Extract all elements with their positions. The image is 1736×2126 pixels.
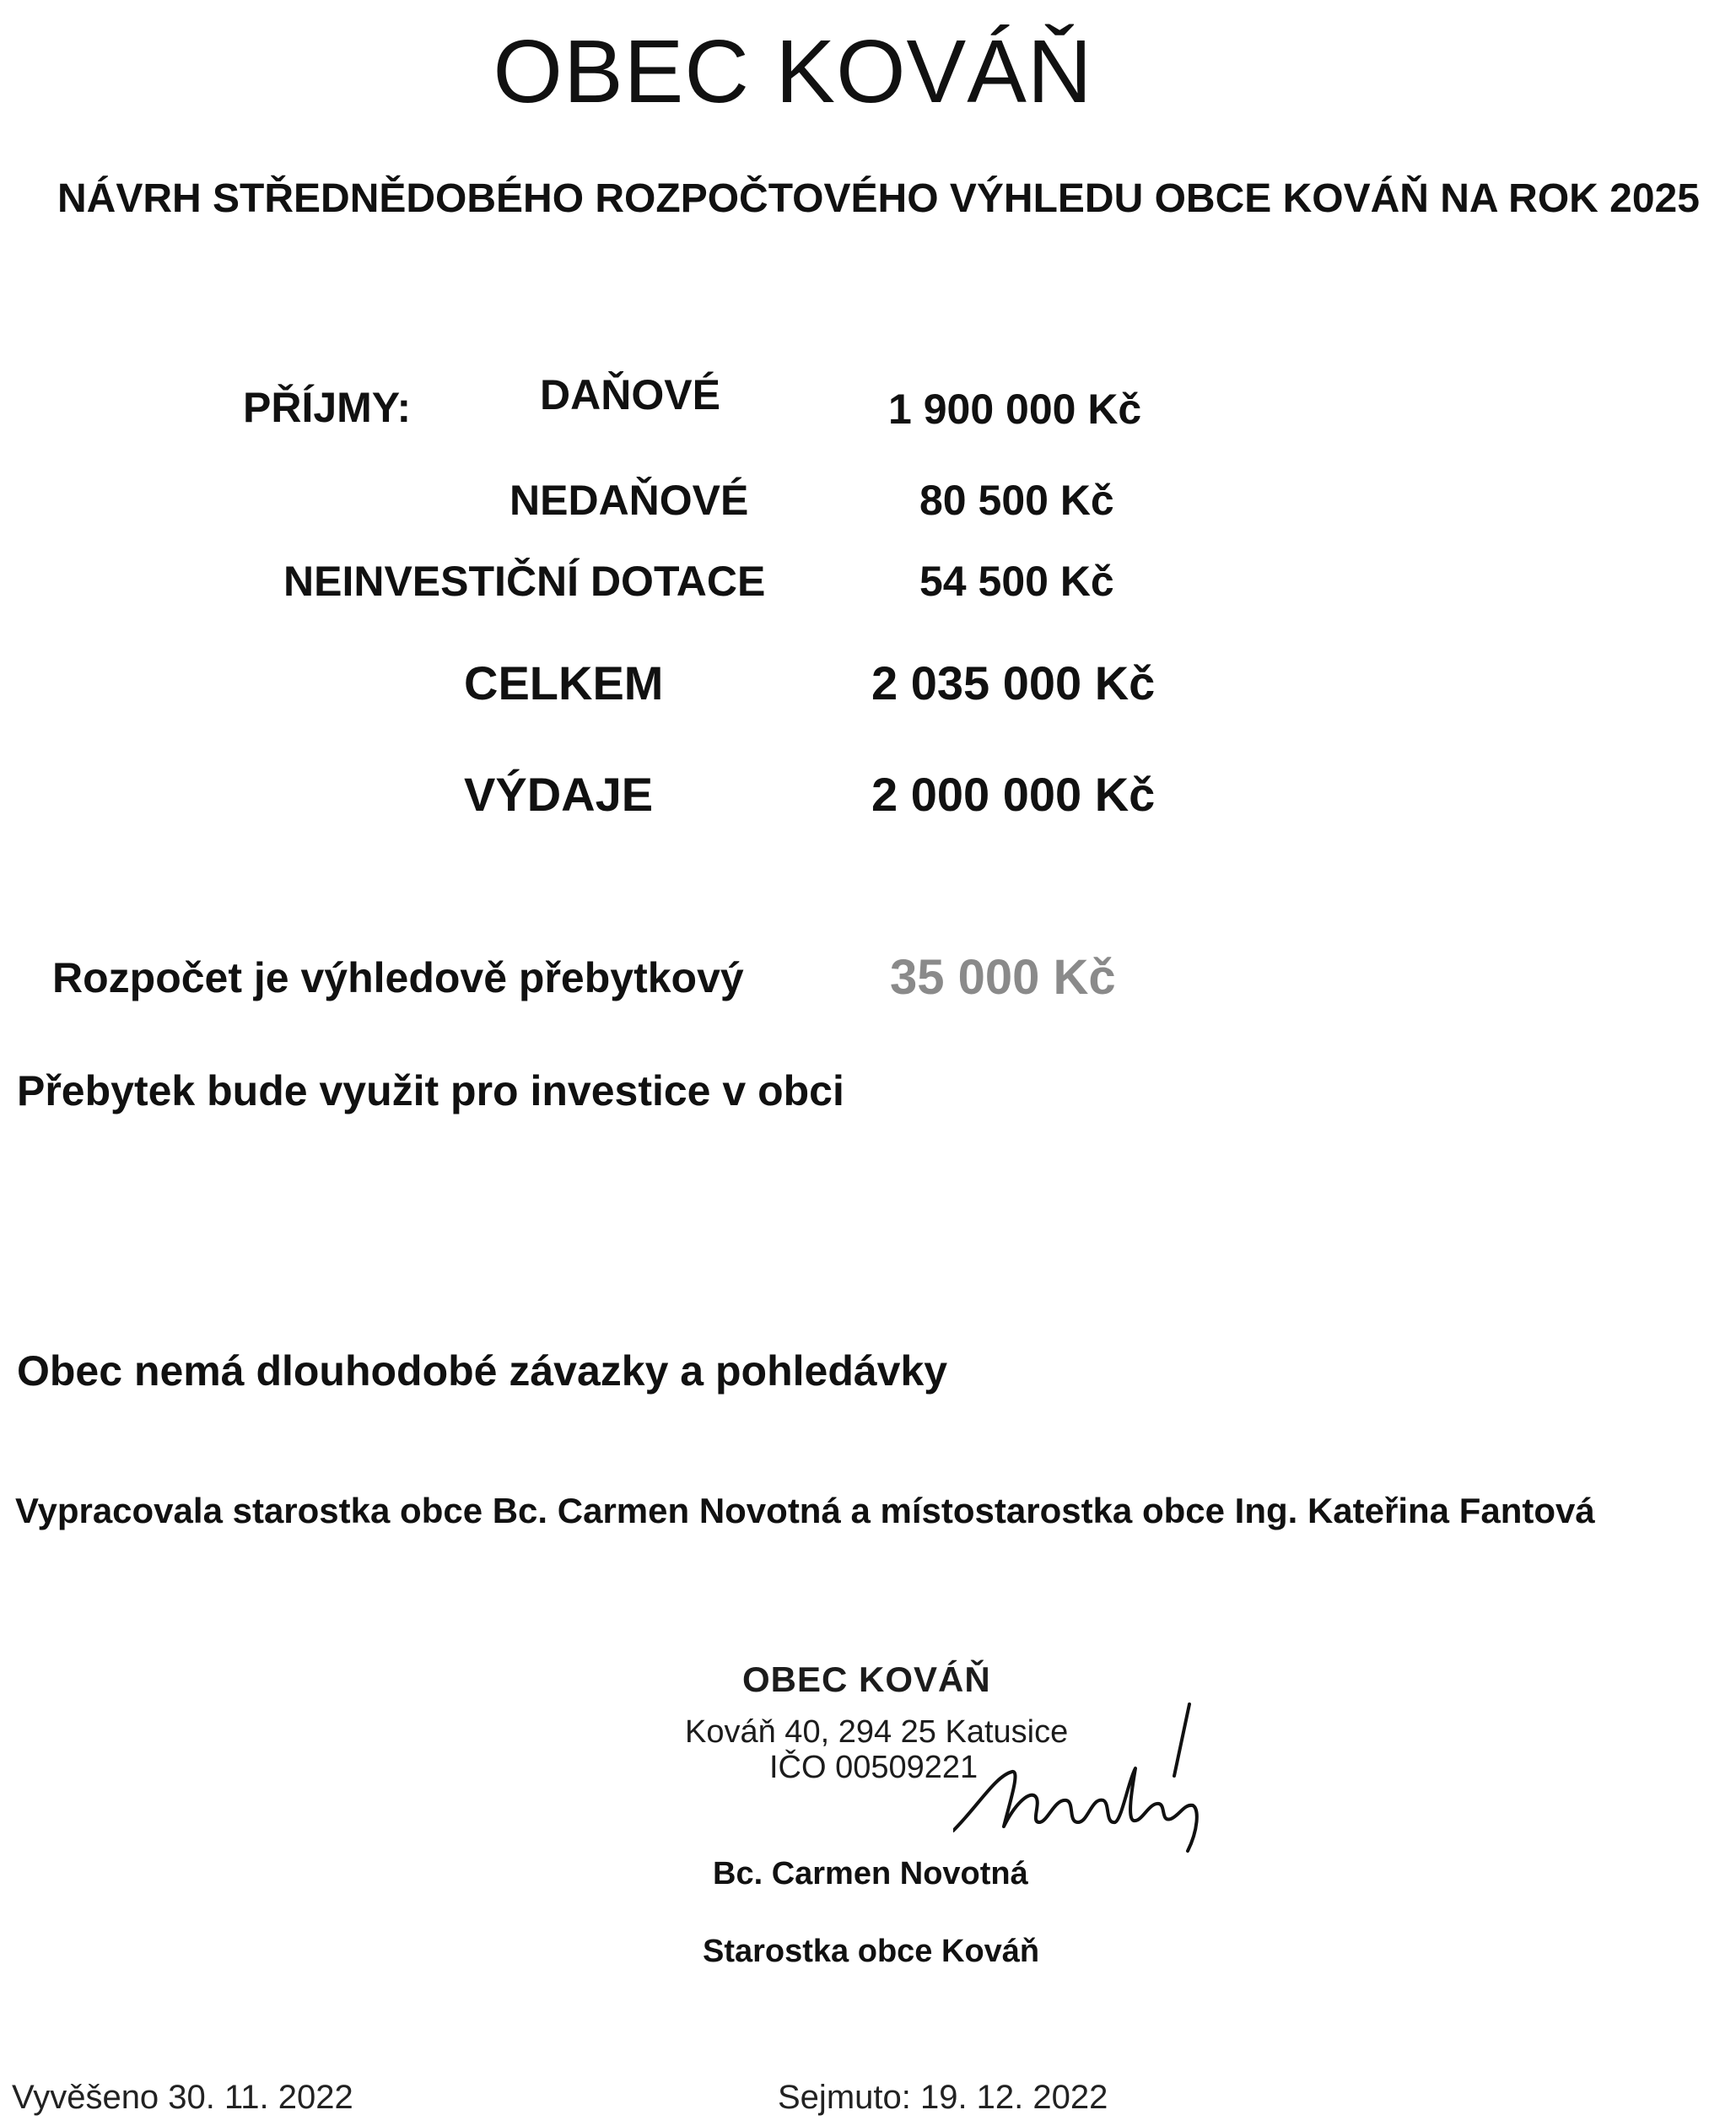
signer-name: Bc. Carmen Novotná [713, 1856, 1028, 1891]
surplus-amount: 35 000 Kč [890, 950, 1116, 1005]
liabilities-note: Obec nemá dlouhodobé závazky a pohledávky [17, 1347, 948, 1395]
income-tax-label: DAŇOVÉ [540, 371, 720, 418]
income-grants-label: NEINVESTIČNÍ DOTACE [283, 558, 766, 605]
income-grants-amount: 54 500 Kč [919, 558, 1114, 605]
surplus-usage: Přebytek bude využit pro investice v obci [17, 1067, 844, 1114]
total-label: CELKEM [464, 656, 664, 710]
expenses-label: VÝDAJE [464, 768, 654, 821]
income-tax-amount: 1 900 000 Kč [888, 386, 1142, 433]
signer-role: Starostka obce Kováň [703, 1934, 1040, 1969]
stamp-ico: IČO 00509221 [769, 1750, 979, 1785]
removed-date: Sejmuto: 19. 12. 2022 [778, 2079, 1108, 2116]
surplus-text: Rozpočet je výhledově přebytkový [52, 954, 744, 1001]
stamp-address: Kováň 40, 294 25 Katusice [685, 1714, 1069, 1750]
document-subtitle: NÁVRH STŘEDNĚDOBÉHO ROZPOČTOVÉHO VÝHLEDU OBCE KOVÁŇ NA ROK 2025 [57, 176, 1700, 221]
income-nontax-label: NEDAŇOVÉ [509, 477, 749, 524]
total-amount: 2 035 000 Kč [871, 656, 1156, 710]
stamp-title: OBEC KOVÁŇ [742, 1659, 991, 1699]
posted-date: Vyvěšeno 30. 11. 2022 [12, 2079, 353, 2116]
page-title: OBEC KOVÁŇ [493, 22, 1093, 121]
income-nontax-amount: 80 500 Kč [919, 477, 1114, 524]
expenses-amount: 2 000 000 Kč [871, 768, 1156, 821]
income-heading: PŘÍJMY: [243, 384, 412, 431]
prepared-by: Vypracovala starostka obce Bc. Carmen Novotná a místostarostka obce Ing. Kateřina Fantová [15, 1491, 1595, 1530]
signature-image [953, 1696, 1206, 1881]
